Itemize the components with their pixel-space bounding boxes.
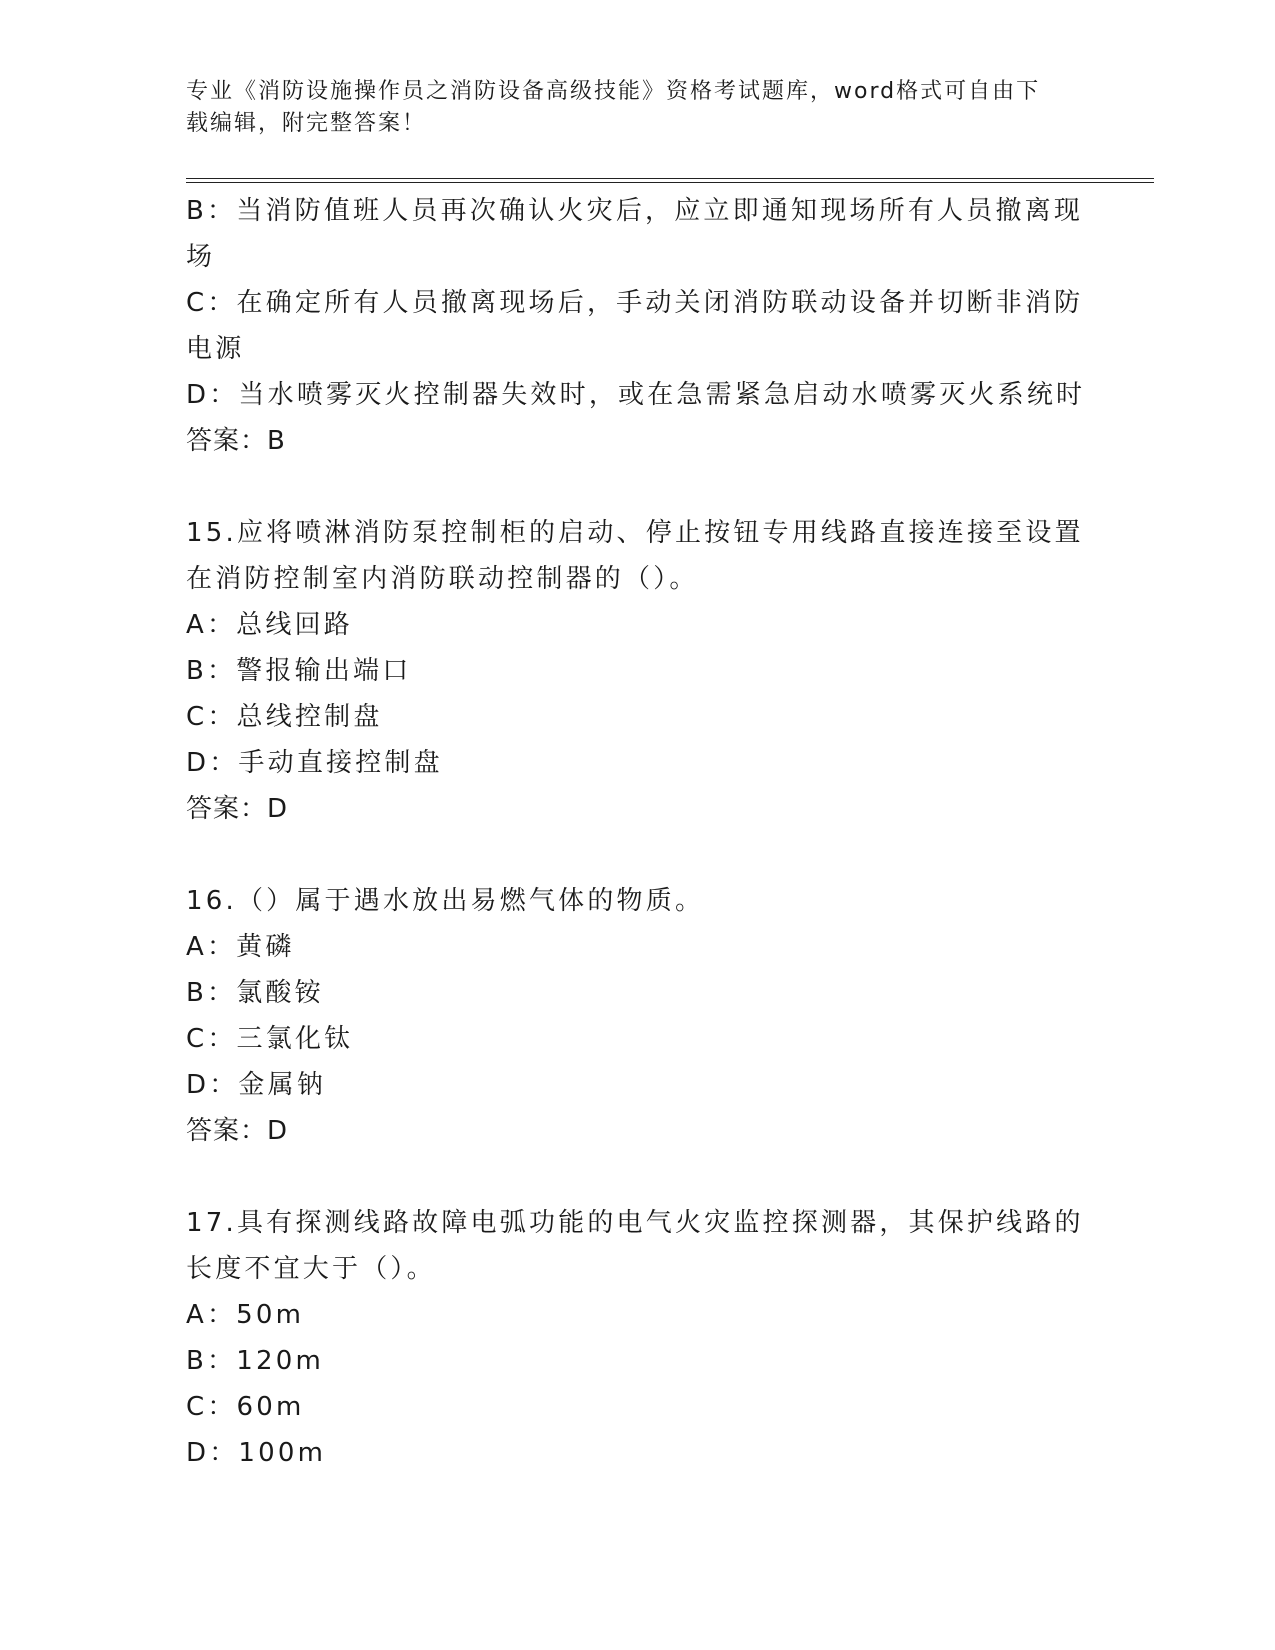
option-d: D：金属钠 <box>186 1070 327 1100</box>
option-a: A：总线回路 <box>186 610 353 640</box>
question-stem-line-1: 15.应将喷淋消防泵控制柜的启动、停止按钮专用线路直接连接至设置 <box>186 518 1084 548</box>
option-a: A：黄磷 <box>186 932 295 962</box>
option-b: B：氯酸铵 <box>186 978 324 1008</box>
option-d: D：手动直接控制盘 <box>186 748 443 778</box>
option-d: D：100m <box>186 1438 327 1468</box>
option-c-line-2: 电源 <box>186 334 245 364</box>
question-17 <box>186 1200 1084 1476</box>
answer: 答案：B <box>186 426 286 456</box>
option-d: D：当水喷雾灭火控制器失效时，或在急需紧急启动水喷雾灭火系统时 <box>186 380 1086 410</box>
option-b-line-1: B：当消防值班人员再次确认火灾后，应立即通知现场所有人员撤离现 <box>186 196 1084 226</box>
header-divider <box>186 178 1154 183</box>
question-stem-line-2: 在消防控制室内消防联动控制器的（）。 <box>186 564 699 594</box>
spacer <box>186 464 1066 510</box>
question-stem-line-2: 长度不宜大于（）。 <box>186 1254 436 1284</box>
option-c: C：总线控制盘 <box>186 702 383 732</box>
option-c: C：60m <box>186 1392 305 1422</box>
previous-question <box>186 188 1086 464</box>
option-a: A：50m <box>186 1300 305 1330</box>
header-line-1: 专业《消防设施操作员之消防设备高级技能》资格考试题库，word格式可自由下 <box>186 79 1041 104</box>
header-line-2: 载编辑，附完整答案！ <box>186 111 427 136</box>
spacer <box>186 832 1066 878</box>
question-16 <box>186 878 1066 1154</box>
spacer <box>186 1154 1066 1200</box>
answer: 答案：D <box>186 1116 289 1146</box>
option-b-line-2: 场 <box>186 242 216 272</box>
answer: 答案：D <box>186 794 289 824</box>
option-b: B：警报输出端口 <box>186 656 412 686</box>
option-c: C：三氯化钛 <box>186 1024 354 1054</box>
document-header <box>186 76 1066 140</box>
question-stem-line-1: 17.具有探测线路故障电弧功能的电气火灾监控探测器，其保护线路的 <box>186 1208 1084 1238</box>
option-c-line-1: C：在确定所有人员撤离现场后，手动关闭消防联动设备并切断非消防 <box>186 288 1084 318</box>
option-b: B：120m <box>186 1346 324 1376</box>
question-stem-line-1: 16.（）属于遇水放出易燃气体的物质。 <box>186 886 705 916</box>
question-15 <box>186 510 1084 832</box>
question-list <box>186 188 1086 1476</box>
